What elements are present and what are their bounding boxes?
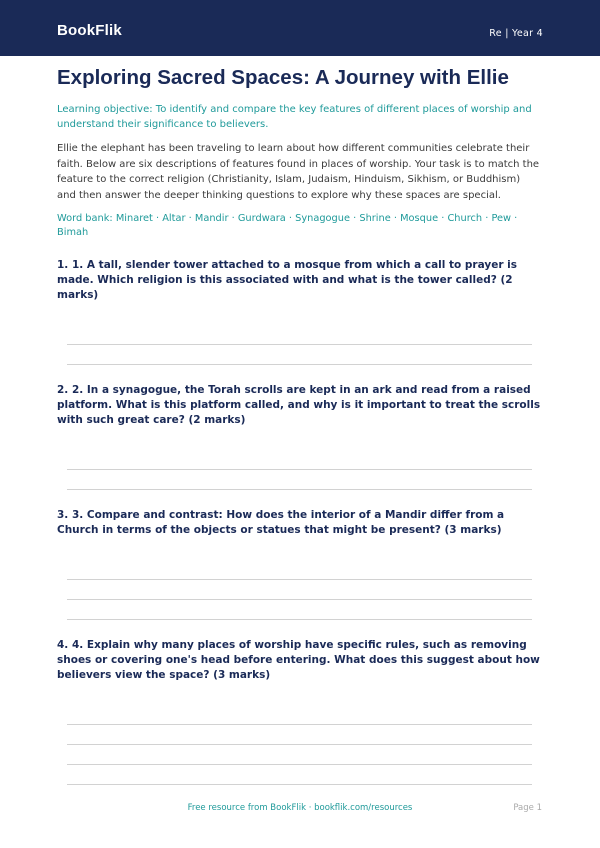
worksheet-body: [57, 66, 542, 785]
answer-line[interactable]: [67, 489, 532, 490]
answer-line[interactable]: [67, 619, 532, 620]
question-3: 3. 3. Compare and contrast: How does the interior of a Mandir differ from a Church in terms of the objects or statues that might be present? (3 marks): [57, 509, 505, 536]
footer-text: Free resource from BookFlik · bookflik.com/resources: [187, 803, 413, 813]
intro-text: Ellie the elephant has been traveling to learn about how different communities celebrate their faith. Below are six descriptions of features found in places of worship. Your task is to match the feature to the correct religion (Christianity, Islam, Judaism, Hinduism, Sikhism, or Buddhism) and then answer the deeper thinking questions to explore why these spaces are special.: [57, 143, 540, 201]
subject-year-label: Re | Year 4: [489, 28, 543, 39]
page-number: Page 1: [513, 803, 542, 813]
question-1: 1. 1. A tall, slender tower attached to a mosque from which a call to prayer is made. Which religion is this associated with and what is the tower called? (2 marks): [57, 259, 518, 301]
answer-line[interactable]: [67, 744, 532, 745]
answer-line[interactable]: [67, 724, 532, 725]
page-title: Exploring Sacred Spaces: A Journey with Ellie: [57, 66, 509, 89]
word-bank: Word bank: Minaret · Altar · Mandir · Gurdwara · Synagogue · Shrine · Mosque · Church · Pew · Bimah: [57, 213, 518, 238]
answer-line[interactable]: [67, 469, 532, 470]
answer-line[interactable]: [67, 579, 532, 580]
learning-objective: Learning objective: To identify and compare the key features of different places of worship and understand their significance to believers.: [57, 104, 532, 130]
question-2: 2. 2. In a synagogue, the Torah scrolls are kept in an ark and read from a raised platform. What is this platform called, and why is it important to treat the scrolls with such great care? (2 marks): [57, 384, 541, 426]
question-4: 4. 4. Explain why many places of worship have specific rules, such as removing shoes or covering one's head before entering. What does this suggest about how believers view the space? (3 marks): [57, 639, 540, 681]
answer-line[interactable]: [67, 599, 532, 600]
answer-line[interactable]: [67, 364, 532, 365]
answer-line[interactable]: [67, 344, 532, 345]
answer-line[interactable]: [67, 764, 532, 765]
page-header: [0, 0, 600, 56]
answer-line[interactable]: [67, 784, 532, 785]
brand-logo: BookFlik: [57, 22, 122, 39]
